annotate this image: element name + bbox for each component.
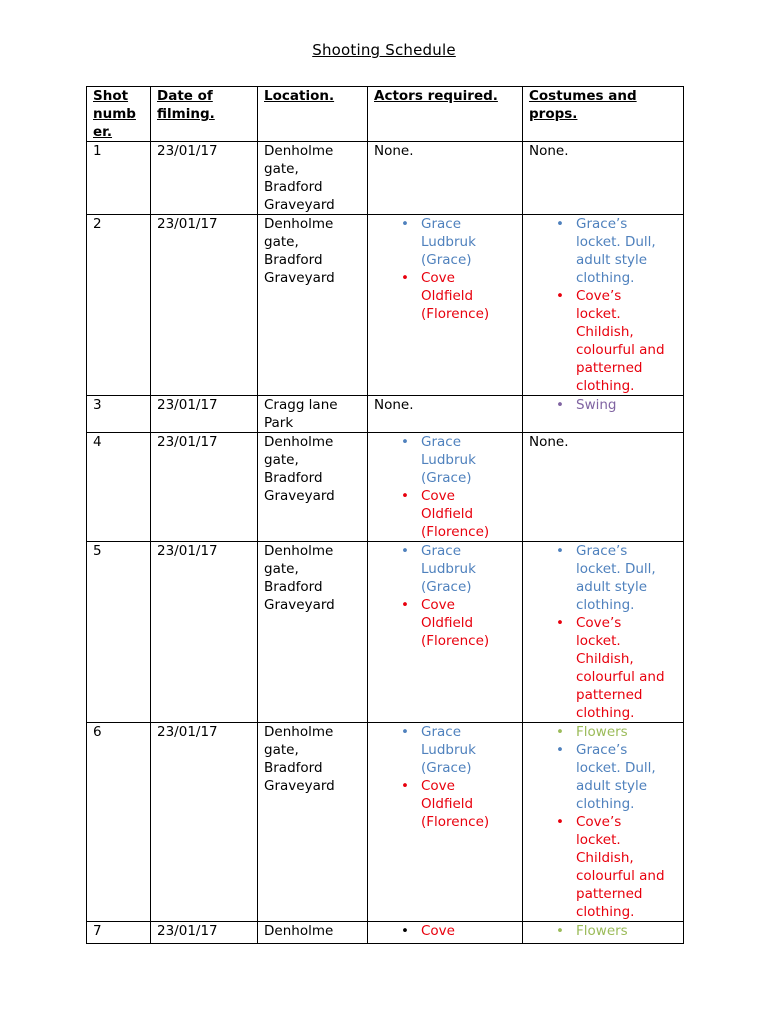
item-text-line: Childish, [576, 850, 634, 866]
item-text-line: locket. [576, 633, 621, 649]
item-text-line: locket. [576, 832, 621, 848]
item-text-line: Cove [421, 270, 455, 286]
costumes-list [529, 723, 679, 921]
actors-text: None. [374, 143, 414, 159]
cell-shot-number [87, 396, 151, 433]
item-text-line: Childish, [576, 324, 634, 340]
list-item [556, 542, 679, 614]
item-text-line: Cove [421, 923, 455, 939]
list-item [401, 215, 518, 269]
item-text-line: Childish, [576, 651, 634, 667]
location-line: Graveyard [264, 197, 335, 213]
list-item [556, 922, 679, 940]
item-text-line: adult style [576, 252, 648, 268]
bullet-icon: • [556, 288, 564, 304]
item-text-line: Flowers [576, 923, 628, 939]
item-text-line: Cove’s [576, 615, 622, 631]
item-text-line: Grace’s [576, 742, 628, 758]
costumes-list [529, 215, 679, 395]
table-row [87, 922, 684, 944]
item-text-line: clothing. [576, 270, 635, 286]
cell-actors [368, 542, 523, 723]
item-text-line: (Florence) [421, 306, 490, 322]
item-text-line: Grace [421, 543, 462, 559]
item-text-line: Grace [421, 216, 462, 232]
bullet-icon: • [401, 778, 409, 794]
bullet-icon: • [401, 724, 409, 740]
item-text-line: adult style [576, 579, 648, 595]
bullet-icon: • [556, 543, 564, 559]
location-line: gate, [264, 742, 299, 758]
location-line: Graveyard [264, 270, 335, 286]
cell-location [258, 723, 368, 922]
location-line: Denholme [264, 216, 334, 232]
table-row [87, 215, 684, 396]
item-text-line: Cove [421, 597, 455, 613]
cell-location [258, 433, 368, 542]
item-text-line: Ludbruk [421, 561, 476, 577]
location-line: gate, [264, 234, 299, 250]
cell-costumes [523, 542, 684, 723]
bullet-icon: • [401, 543, 409, 559]
location-line: Bradford [264, 179, 323, 195]
list-item [401, 433, 518, 487]
cell-costumes [523, 922, 684, 944]
item-text-line: locket. [576, 306, 621, 322]
item-text-line: Cove [421, 488, 455, 504]
cell-location [258, 542, 368, 723]
cell-costumes [523, 433, 684, 542]
location-line: Cragg lane [264, 397, 338, 413]
location-line: Park [264, 415, 294, 431]
shot-number: 4 [93, 434, 102, 450]
item-text-line: colourful and [576, 868, 665, 884]
item-text-line: Grace [421, 724, 462, 740]
shot-number: 5 [93, 543, 102, 559]
item-text-line: adult style [576, 778, 648, 794]
list-item [556, 741, 679, 813]
actors-list [374, 542, 518, 650]
cell-date [151, 215, 258, 396]
item-text-line: locket. Dull, [576, 561, 656, 577]
table-row [87, 433, 684, 542]
cell-shot-number [87, 215, 151, 396]
location-line: Bradford [264, 470, 323, 486]
location-line: Bradford [264, 579, 323, 595]
item-text-line: Cove [421, 778, 455, 794]
item-text-line: locket. Dull, [576, 760, 656, 776]
costumes-list [529, 542, 679, 722]
item-text-line: patterned [576, 360, 643, 376]
filming-date: 23/01/17 [157, 434, 218, 450]
item-text-line: patterned [576, 687, 643, 703]
costumes-list [529, 922, 679, 940]
cell-actors [368, 922, 523, 944]
bullet-icon: • [556, 724, 564, 740]
item-text-line: (Florence) [421, 633, 490, 649]
location-line: Graveyard [264, 778, 335, 794]
cell-costumes [523, 142, 684, 215]
cell-date [151, 396, 258, 433]
list-item [556, 723, 679, 741]
location-line: Bradford [264, 252, 323, 268]
cell-date [151, 433, 258, 542]
actors-text: None. [374, 397, 414, 413]
table-row [87, 723, 684, 922]
item-text-line: Grace [421, 434, 462, 450]
item-text-line: Ludbruk [421, 742, 476, 758]
cell-location [258, 922, 368, 944]
cell-location [258, 142, 368, 215]
item-text-line: Oldfield [421, 288, 474, 304]
list-item [556, 215, 679, 287]
cell-location [258, 215, 368, 396]
item-text-line: Oldfield [421, 615, 474, 631]
filming-date: 23/01/17 [157, 397, 218, 413]
list-item [401, 487, 518, 541]
item-text-line: Swing [576, 397, 617, 413]
item-text-line: Flowers [576, 724, 628, 740]
bullet-icon: • [556, 615, 564, 631]
location-line: gate, [264, 561, 299, 577]
location-line: gate, [264, 452, 299, 468]
filming-date: 23/01/17 [157, 143, 218, 159]
location-line: Graveyard [264, 597, 335, 613]
shot-number: 7 [93, 923, 102, 939]
bullet-icon: • [401, 216, 409, 232]
list-item [401, 723, 518, 777]
cell-shot-number [87, 142, 151, 215]
bullet-icon: • [556, 742, 564, 758]
bullet-icon: • [556, 814, 564, 830]
shot-number: 6 [93, 724, 102, 740]
cell-actors [368, 142, 523, 215]
cell-actors [368, 215, 523, 396]
header-actors: Actors required. [368, 87, 523, 142]
item-text-line: clothing. [576, 796, 635, 812]
item-text-line: clothing. [576, 705, 635, 721]
list-item [556, 813, 679, 921]
table-header-row [87, 87, 684, 142]
cell-date [151, 922, 258, 944]
actors-list [374, 723, 518, 831]
location-line: Graveyard [264, 488, 335, 504]
bullet-icon: • [401, 597, 409, 613]
item-text-line: Cove’s [576, 814, 622, 830]
item-text-line: clothing. [576, 378, 635, 394]
list-item [401, 596, 518, 650]
filming-date: 23/01/17 [157, 923, 218, 939]
bullet-icon: • [556, 216, 564, 232]
item-text-line: (Florence) [421, 524, 490, 540]
list-item [401, 922, 518, 940]
item-text-line: colourful and [576, 342, 665, 358]
costumes-text: None. [529, 143, 569, 159]
bullet-icon: • [401, 270, 409, 286]
list-item [401, 269, 518, 323]
item-text-line: (Grace) [421, 760, 472, 776]
item-text-line: Grace’s [576, 216, 628, 232]
item-text-line: Cove’s [576, 288, 622, 304]
list-item [556, 396, 679, 414]
cell-actors [368, 433, 523, 542]
location-line: Denholme [264, 724, 334, 740]
cell-costumes [523, 396, 684, 433]
bullet-icon: • [401, 434, 409, 450]
shot-number: 2 [93, 216, 102, 232]
cell-date [151, 542, 258, 723]
cell-shot-number [87, 723, 151, 922]
item-text-line: (Grace) [421, 252, 472, 268]
filming-date: 23/01/17 [157, 724, 218, 740]
cell-shot-number [87, 542, 151, 723]
table-row [87, 142, 684, 215]
location-line: Denholme [264, 543, 334, 559]
cell-date [151, 142, 258, 215]
shot-number: 1 [93, 143, 102, 159]
header-location: Location. [258, 87, 368, 142]
item-text-line: patterned [576, 886, 643, 902]
table-row [87, 396, 684, 433]
costumes-text: None. [529, 434, 569, 450]
location-line: Denholme [264, 143, 334, 159]
item-text-line: Ludbruk [421, 452, 476, 468]
item-text-line: locket. Dull, [576, 234, 656, 250]
location-line: Denholme [264, 434, 334, 450]
item-text-line: clothing. [576, 904, 635, 920]
bullet-icon: • [556, 397, 564, 413]
list-item [556, 287, 679, 395]
list-item [401, 777, 518, 831]
header-shot-number: Shot numb er. [87, 87, 151, 142]
actors-list [374, 433, 518, 541]
cell-shot-number [87, 433, 151, 542]
item-text-line: colourful and [576, 669, 665, 685]
cell-costumes [523, 215, 684, 396]
page-title: Shooting Schedule [312, 41, 456, 59]
item-text-line: Ludbruk [421, 234, 476, 250]
cell-actors [368, 396, 523, 433]
item-text-line: Oldfield [421, 796, 474, 812]
item-text-line: (Florence) [421, 814, 490, 830]
table-row [87, 542, 684, 723]
filming-date: 23/01/17 [157, 543, 218, 559]
cell-location [258, 396, 368, 433]
list-item [401, 542, 518, 596]
item-text-line: (Grace) [421, 579, 472, 595]
list-item [556, 614, 679, 722]
actors-list [374, 215, 518, 323]
item-text-line: (Grace) [421, 470, 472, 486]
actors-list [374, 922, 518, 940]
header-date: Date of filming. [151, 87, 258, 142]
shot-number: 3 [93, 397, 102, 413]
bullet-icon: • [401, 488, 409, 504]
header-costumes: Costumes and props. [523, 87, 684, 142]
cell-date [151, 723, 258, 922]
shooting-schedule-table [86, 86, 684, 944]
location-line: Bradford [264, 760, 323, 776]
bullet-icon: • [401, 923, 409, 939]
cell-costumes [523, 723, 684, 922]
cell-actors [368, 723, 523, 922]
costumes-list [529, 396, 679, 414]
location-line: gate, [264, 161, 299, 177]
filming-date: 23/01/17 [157, 216, 218, 232]
item-text-line: Grace’s [576, 543, 628, 559]
location-line: Denholme [264, 923, 334, 939]
bullet-icon: • [556, 923, 564, 939]
item-text-line: clothing. [576, 597, 635, 613]
item-text-line: Oldfield [421, 506, 474, 522]
cell-shot-number [87, 922, 151, 944]
